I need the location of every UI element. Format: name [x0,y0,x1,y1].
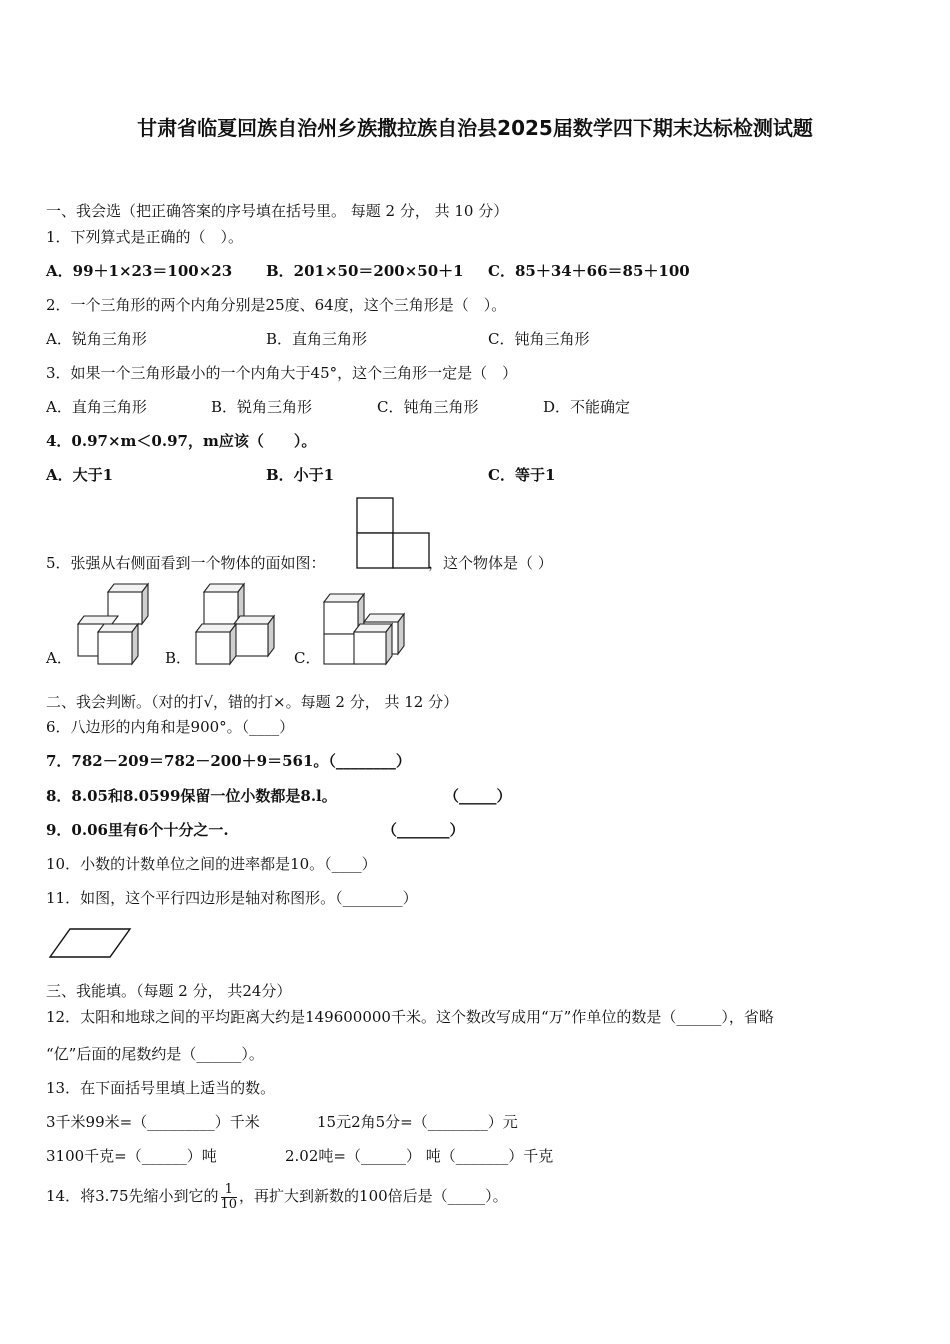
section-2-heading: 二、我会判断。（对的打√，错的打×。每题 2 分， 共 12 分） [46,693,459,711]
question-3-option-d: D．不能确定 [543,398,631,416]
fraction-denominator: 10 [220,1196,238,1212]
fraction [221,1183,238,1212]
question-13-item-d: 2.02吨=（______） 吨（_______）千克 [285,1147,554,1165]
question-1-stem: 1．下列算式是正确的（ ）。 [46,228,244,246]
question-14-prefix: 14．将3.75先缩小到它的 [46,1187,219,1205]
question-8: 8．8.05和8.0599保留一位小数都是8.l。 [46,787,337,805]
question-3-option-a: A．直角三角形 [46,398,147,416]
question-5-option-a-label: A． [46,649,72,667]
question-12-line-1: 12．太阳和地球之间的平均距离大约是149600000千米。这个数改写成用“万”作单位的数是（______），省略 [46,1008,774,1026]
fraction-numerator: 1 [221,1183,238,1198]
question-9-blank[interactable]: （_______） [382,821,465,839]
question-1-option-b: B．201×50＝200×50＋1 [266,262,464,280]
question-14 [46,1176,508,1216]
question-5-stem-prefix: 5．张强从右侧面看到一个物体的面如图： [46,554,326,572]
question-1-option-c: C．85＋34＋66＝85＋100 [488,262,690,280]
question-5-option-b-label: B． [165,649,192,667]
question-10: 10．小数的计数单位之间的进率都是10。（____） [46,855,377,873]
question-14-suffix: ，再扩大到新数的100倍后是（_____）。 [239,1187,508,1205]
option-b-cube-figure [192,580,278,666]
question-2-option-c: C．钝角三角形 [488,330,590,348]
question-13-item-c: 3100千克=（______）吨 [46,1147,217,1165]
question-13-item-b: 15元2角5分=（________）元 [317,1113,518,1131]
question-4-option-a: A．大于1 [46,466,114,484]
question-7: 7．782－209＝782－200＋9＝561。（________） [46,752,411,770]
question-13-stem: 13．在下面括号里填上适当的数。 [46,1079,276,1097]
question-1-option-a: A．99＋1×23＝100×23 [46,262,233,280]
question-12-line-2: “亿”后面的尾数约是（______）。 [46,1045,264,1063]
side-view-figure [356,497,430,569]
question-11: 11．如图，这个平行四边形是轴对称图形。（________） [46,889,418,907]
question-9: 9．0.06里有6个十分之一. [46,821,229,839]
option-c-cube-figure [320,588,408,666]
question-5-stem-suffix: ，这个物体是（ ） [428,554,553,572]
question-5-option-c-label: C． [294,649,321,667]
page-title: 甘肃省临夏回族自治州乡族撒拉族自治县2025届数学四下期末达标检测试题 [137,116,813,140]
question-3-option-c: C．钝角三角形 [377,398,479,416]
question-4-option-c: C．等于1 [488,466,556,484]
question-13-item-a: 3千米99米=（_________）千米 [46,1113,260,1131]
question-6: 6．八边形的内角和是900°。（____） [46,718,295,736]
question-2-stem: 2．一个三角形的两个内角分别是25度、64度，这个三角形是（ ）。 [46,296,507,314]
section-3-heading: 三、我能填。（每题 2 分， 共24分） [46,982,292,1000]
question-3-stem: 3．如果一个三角形最小的一个内角大于45°，这个三角形一定是（ ） [46,364,518,382]
question-4-option-b: B．小于1 [266,466,335,484]
question-8-blank[interactable]: （_____） [444,787,512,805]
section-1-heading: 一、我会选（把正确答案的序号填在括号里。 每题 2 分， 共 10 分） [46,202,509,220]
parallelogram-figure [48,926,132,960]
question-3-option-b: B．锐角三角形 [211,398,313,416]
option-a-cube-figure [74,580,152,666]
question-4-stem: 4．0.97×m＜0.97，m应该（ ）。 [46,432,317,450]
question-2-option-b: B．直角三角形 [266,330,368,348]
question-2-option-a: A．锐角三角形 [46,330,147,348]
